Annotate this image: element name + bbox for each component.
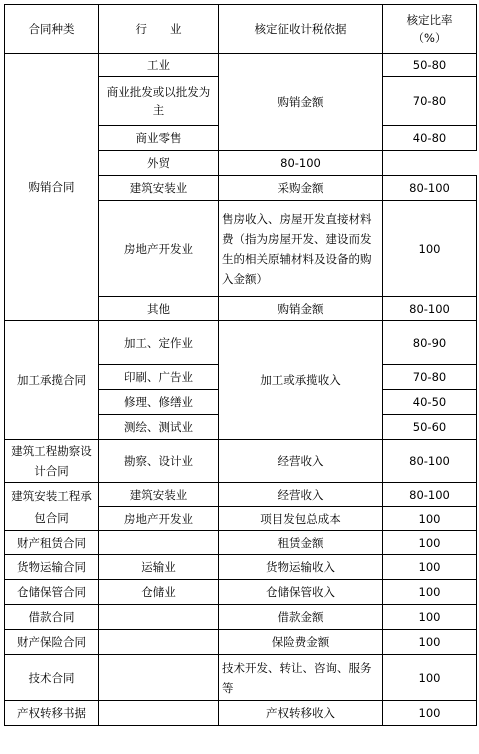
industry-cell: 其他	[99, 297, 219, 321]
ratio-cell: 100	[383, 605, 477, 630]
table-row	[5, 630, 477, 655]
industry-cell	[99, 655, 219, 701]
industry-cell: 工业	[99, 54, 219, 77]
contract-cell: 加工承揽合同	[5, 321, 99, 440]
header-basis: 核定征收计税依据	[219, 5, 383, 54]
ratio-cell: 100	[383, 507, 477, 531]
basis-cell: 售房收入、房屋开发直接材料费（指为房屋开发、建设而发生的相关原辅材料及设备的购入金额）	[219, 201, 383, 297]
contract-cell: 财产租赁合同	[5, 531, 99, 555]
ratio-cell: 50-60	[383, 415, 477, 440]
contract-cell: 购销合同	[5, 54, 99, 321]
industry-cell: 商业批发或以批发为主	[99, 77, 219, 126]
industry-cell	[99, 605, 219, 630]
industry-cell: 运输业	[99, 555, 219, 580]
header-ratio-line1: 核定比率	[406, 13, 453, 27]
contract-cell: 技术合同	[5, 655, 99, 701]
ratio-cell: 40-80	[383, 126, 477, 151]
table-header-row	[5, 5, 477, 54]
header-contract-type: 合同种类	[5, 5, 99, 54]
contract-cell: 货物运输合同	[5, 555, 99, 580]
ratio-cell: 100	[383, 701, 477, 726]
ratio-cell: 100	[383, 655, 477, 701]
basis-cell: 采购金额	[219, 176, 383, 201]
industry-cell	[99, 630, 219, 655]
industry-cell: 商业零售	[99, 126, 219, 151]
table-row	[5, 655, 477, 701]
ratio-cell: 80-100	[219, 151, 383, 176]
ratio-cell: 70-80	[383, 365, 477, 390]
ratio-cell: 80-100	[383, 440, 477, 483]
industry-cell: 加工、定作业	[99, 321, 219, 365]
basis-cell: 仓储保管收入	[219, 580, 383, 605]
industry-cell	[99, 701, 219, 726]
ratio-cell: 80-100	[383, 483, 477, 507]
ratio-cell: 100	[383, 630, 477, 655]
ratio-cell: 100	[383, 201, 477, 297]
ratio-cell: 40-50	[383, 390, 477, 415]
header-ratio-line2: （%）	[412, 31, 447, 45]
industry-cell: 印刷、广告业	[99, 365, 219, 390]
industry-cell: 建筑安装业	[99, 483, 219, 507]
basis-cell: 加工或承揽收入	[219, 321, 383, 440]
ratio-cell: 50-80	[383, 54, 477, 77]
ratio-cell: 70-80	[383, 77, 477, 126]
basis-cell: 保险费金额	[219, 630, 383, 655]
contract-cell: 财产保险合同	[5, 630, 99, 655]
table-row	[5, 321, 477, 365]
basis-cell: 经营收入	[219, 440, 383, 483]
contract-cell: 产权转移书据	[5, 701, 99, 726]
ratio-cell: 100	[383, 580, 477, 605]
basis-cell: 购销金额	[219, 54, 383, 151]
basis-cell: 购销金额	[219, 297, 383, 321]
tax-ratio-table	[4, 4, 477, 726]
industry-cell: 建筑安装业	[99, 176, 219, 201]
basis-cell: 借款金额	[219, 605, 383, 630]
basis-cell: 项目发包总成本	[219, 507, 383, 531]
table-row	[5, 531, 477, 555]
industry-cell: 仓储业	[99, 580, 219, 605]
table-row	[5, 580, 477, 605]
ratio-cell: 100	[383, 555, 477, 580]
table-row	[5, 54, 477, 77]
contract-cell: 建筑工程勘察设计合同	[5, 440, 99, 483]
basis-cell: 技术开发、转让、咨询、服务等	[219, 655, 383, 701]
ratio-cell: 80-90	[383, 321, 477, 365]
table-row	[5, 483, 477, 507]
contract-cell: 仓储保管合同	[5, 580, 99, 605]
industry-cell: 房地产开发业	[99, 201, 219, 297]
header-industry: 行 业	[99, 5, 219, 54]
contract-cell: 建筑安装工程承包合同	[5, 483, 99, 531]
table-row	[5, 605, 477, 630]
basis-cell: 经营收入	[219, 483, 383, 507]
industry-cell: 修理、修缮业	[99, 390, 219, 415]
table-row	[5, 701, 477, 726]
header-ratio	[383, 5, 477, 54]
basis-cell: 租赁金额	[219, 531, 383, 555]
ratio-cell: 80-100	[383, 297, 477, 321]
basis-cell: 产权转移收入	[219, 701, 383, 726]
basis-cell: 货物运输收入	[219, 555, 383, 580]
contract-cell: 借款合同	[5, 605, 99, 630]
table-row	[5, 555, 477, 580]
industry-cell	[99, 531, 219, 555]
industry-cell: 外贸	[99, 151, 219, 176]
ratio-cell: 100	[383, 531, 477, 555]
table-row	[5, 440, 477, 483]
industry-cell: 勘察、设计业	[99, 440, 219, 483]
ratio-cell: 80-100	[383, 176, 477, 201]
industry-cell: 测绘、测试业	[99, 415, 219, 440]
industry-cell: 房地产开发业	[99, 507, 219, 531]
